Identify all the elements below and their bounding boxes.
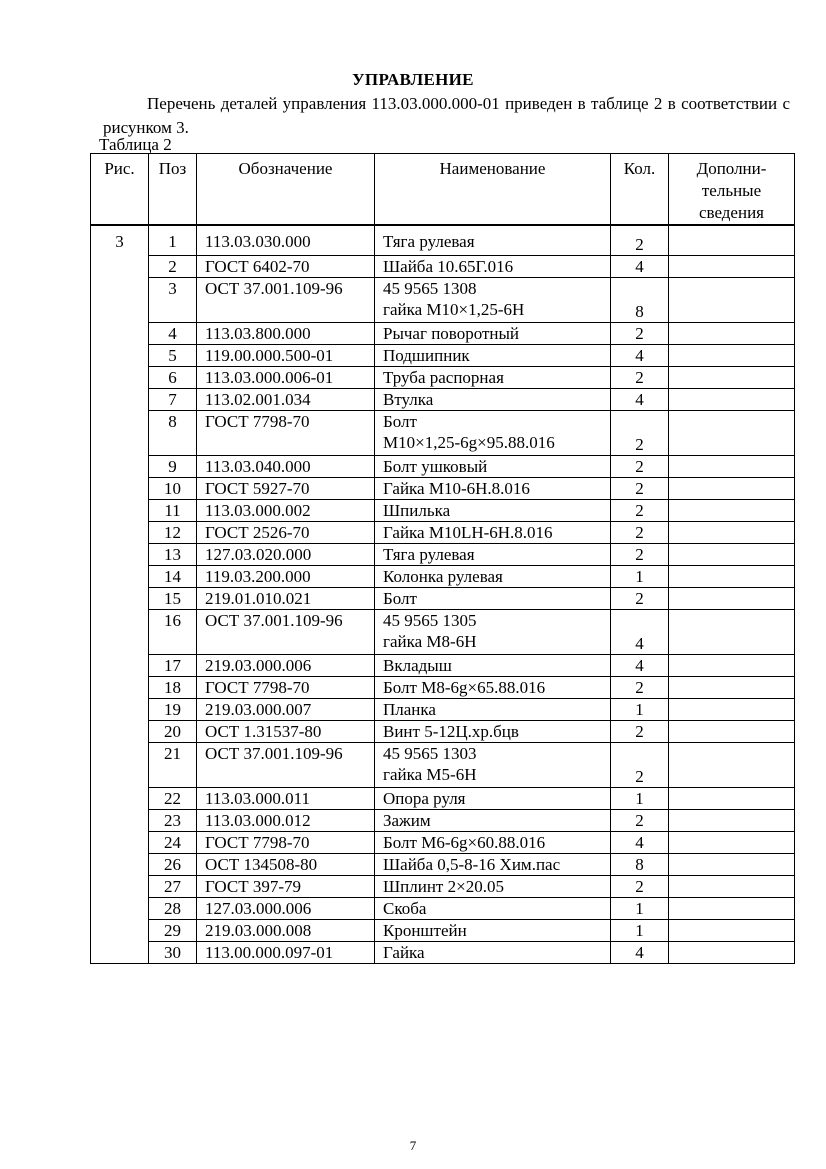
- table-row: [91, 565, 795, 587]
- cell-designation: ОСТ 37.001.109-96: [197, 742, 375, 787]
- cell-extra: [669, 388, 795, 410]
- cell-designation: ГОСТ 397-79: [197, 875, 375, 897]
- cell-pos: 1: [149, 225, 197, 255]
- cell-extra: [669, 941, 795, 963]
- table-row: [91, 587, 795, 609]
- table-row: [91, 809, 795, 831]
- cell-name: [375, 565, 611, 587]
- cell-extra: [669, 322, 795, 344]
- cell-pos: 19: [149, 698, 197, 720]
- cell-extra: [669, 875, 795, 897]
- header-extra: [669, 154, 795, 226]
- cell-name-line1: Шплинт 2×20.05: [383, 876, 504, 896]
- cell-name: [375, 455, 611, 477]
- cell-qty: 2: [611, 543, 669, 565]
- cell-designation: 219.03.000.008: [197, 919, 375, 941]
- cell-qty: 2: [611, 366, 669, 388]
- cell-designation: 113.03.000.006-01: [197, 366, 375, 388]
- cell-qty: 4: [611, 255, 669, 277]
- cell-designation: ОСТ 134508-80: [197, 853, 375, 875]
- cell-designation: ОСТ 37.001.109-96: [197, 277, 375, 322]
- cell-name-line1: Кронштейн: [383, 920, 467, 940]
- cell-qty: 1: [611, 565, 669, 587]
- cell-name-line1: Вкладыш: [383, 655, 452, 675]
- cell-pos: 26: [149, 853, 197, 875]
- cell-designation: ГОСТ 5927-70: [197, 477, 375, 499]
- table-row: [91, 831, 795, 853]
- cell-name: [375, 499, 611, 521]
- cell-extra: [669, 831, 795, 853]
- table-row: [91, 919, 795, 941]
- cell-designation: 219.03.000.006: [197, 654, 375, 676]
- cell-pos: 17: [149, 654, 197, 676]
- page-number: 7: [409, 1138, 417, 1153]
- cell-pos: 28: [149, 897, 197, 919]
- cell-qty: 8: [611, 277, 669, 322]
- cell-name: [375, 875, 611, 897]
- cell-name: [375, 543, 611, 565]
- table-row: [91, 654, 795, 676]
- cell-qty: 2: [611, 410, 669, 455]
- cell-pos: 15: [149, 587, 197, 609]
- cell-designation: 127.03.000.006: [197, 897, 375, 919]
- table-row: [91, 742, 795, 787]
- cell-name-line1: Шайба 0,5-8-16 Хим.пас: [383, 854, 561, 874]
- cell-name: [375, 388, 611, 410]
- cell-extra: [669, 919, 795, 941]
- cell-pos: 30: [149, 941, 197, 963]
- table-caption: Таблица 2: [99, 135, 172, 154]
- cell-pos: 2: [149, 255, 197, 277]
- cell-pos: 27: [149, 875, 197, 897]
- cell-extra: [669, 853, 795, 875]
- cell-qty: 2: [611, 742, 669, 787]
- cell-name: [375, 853, 611, 875]
- cell-extra: [669, 742, 795, 787]
- table-row: [91, 897, 795, 919]
- cell-designation: 113.03.000.011: [197, 787, 375, 809]
- cell-extra: [669, 654, 795, 676]
- table-row: [91, 698, 795, 720]
- cell-designation: ГОСТ 7798-70: [197, 831, 375, 853]
- cell-pos: 22: [149, 787, 197, 809]
- cell-designation: 219.03.000.007: [197, 698, 375, 720]
- cell-name-line1: Гайка: [383, 942, 425, 962]
- cell-pos: 3: [149, 277, 197, 322]
- cell-qty: 8: [611, 853, 669, 875]
- cell-qty: 2: [611, 225, 669, 255]
- cell-name-line1: Винт 5-12Ц.хр.бцв: [383, 721, 519, 741]
- cell-name-line2: гайка М10×1,25-6Н: [383, 299, 525, 319]
- header-name: Наименование: [375, 154, 611, 226]
- cell-name-line1: Шайба 10.65Г.016: [383, 256, 514, 276]
- cell-name: [375, 344, 611, 366]
- cell-name: [375, 587, 611, 609]
- cell-name: [375, 698, 611, 720]
- cell-pos: 12: [149, 521, 197, 543]
- table-row: [91, 875, 795, 897]
- cell-name-line1: Скоба: [383, 898, 427, 918]
- cell-pos: 18: [149, 676, 197, 698]
- cell-name-line1: Тяга рулевая: [383, 232, 475, 251]
- cell-pos: 4: [149, 322, 197, 344]
- table-row: [91, 455, 795, 477]
- cell-qty: 2: [611, 809, 669, 831]
- table-row: [91, 543, 795, 565]
- cell-designation: 113.00.000.097-01: [197, 941, 375, 963]
- cell-name: [375, 720, 611, 742]
- cell-designation: ГОСТ 2526-70: [197, 521, 375, 543]
- cell-name: [375, 831, 611, 853]
- cell-pos: 14: [149, 565, 197, 587]
- header-designation: Обозначение: [197, 154, 375, 226]
- cell-name: [375, 609, 611, 654]
- table-row: [91, 499, 795, 521]
- cell-extra: [669, 698, 795, 720]
- intro-text: Перечень деталей управления 113.03.000.000-01 приведен в таблице 2 в соответствии с рисунком 3.: [103, 94, 790, 137]
- header-extra-line1: Дополни-: [696, 159, 767, 178]
- cell-qty: 2: [611, 499, 669, 521]
- cell-name: [375, 521, 611, 543]
- cell-name-line2: М10×1,25-6g×95.88.016: [383, 432, 555, 452]
- table-row: [91, 322, 795, 344]
- cell-name: [375, 477, 611, 499]
- cell-name-line1: Зажим: [383, 810, 431, 830]
- cell-name-line1: Болт М8-6g×65.88.016: [383, 677, 546, 697]
- cell-designation: 119.03.200.000: [197, 565, 375, 587]
- table-row: [91, 225, 795, 255]
- cell-name: [375, 225, 611, 255]
- cell-name-line1: 45 9565 1303: [383, 743, 477, 763]
- cell-designation: 113.02.001.034: [197, 388, 375, 410]
- cell-designation: 113.03.040.000: [197, 455, 375, 477]
- cell-name-line1: 45 9565 1305: [383, 610, 477, 630]
- cell-name: [375, 654, 611, 676]
- cell-qty: 2: [611, 521, 669, 543]
- table-row: [91, 787, 795, 809]
- cell-pos: 9: [149, 455, 197, 477]
- cell-qty: 4: [611, 388, 669, 410]
- cell-designation: ОСТ 1.31537-80: [197, 720, 375, 742]
- table-row: [91, 477, 795, 499]
- table-row: [91, 609, 795, 654]
- table-row: [91, 521, 795, 543]
- cell-designation: ГОСТ 7798-70: [197, 410, 375, 455]
- cell-pos: 16: [149, 609, 197, 654]
- cell-qty: 1: [611, 698, 669, 720]
- cell-name-line1: Труба распорная: [383, 367, 504, 387]
- cell-qty: 2: [611, 676, 669, 698]
- cell-extra: [669, 521, 795, 543]
- cell-designation: 113.03.000.012: [197, 809, 375, 831]
- cell-name: [375, 322, 611, 344]
- cell-name-line1: Шпилька: [383, 500, 451, 520]
- cell-extra: [669, 366, 795, 388]
- cell-qty: 2: [611, 720, 669, 742]
- cell-qty: 2: [611, 455, 669, 477]
- cell-qty: 2: [611, 587, 669, 609]
- cell-name-line1: Болт: [383, 588, 417, 608]
- table-row: [91, 720, 795, 742]
- cell-pos: 10: [149, 477, 197, 499]
- cell-qty: 4: [611, 609, 669, 654]
- cell-name-line1: Рычаг поворотный: [383, 323, 520, 343]
- cell-qty: 1: [611, 919, 669, 941]
- cell-extra: [669, 255, 795, 277]
- cell-extra: [669, 720, 795, 742]
- cell-name-line1: Колонка рулевая: [383, 566, 503, 586]
- cell-extra: [669, 809, 795, 831]
- figure-number-cell: 3: [91, 225, 149, 963]
- cell-designation: 119.00.000.500-01: [197, 344, 375, 366]
- cell-qty: 4: [611, 831, 669, 853]
- cell-name: [375, 410, 611, 455]
- cell-extra: [669, 455, 795, 477]
- cell-name: [375, 676, 611, 698]
- cell-name: [375, 941, 611, 963]
- cell-pos: 29: [149, 919, 197, 941]
- header-extra-line2: тельные: [701, 181, 762, 200]
- cell-name-line1: Болт: [383, 411, 417, 431]
- cell-name-line1: Гайка М10-6Н.8.016: [383, 478, 530, 498]
- cell-qty: 4: [611, 654, 669, 676]
- cell-designation: ГОСТ 7798-70: [197, 676, 375, 698]
- cell-extra: [669, 499, 795, 521]
- cell-extra: [669, 609, 795, 654]
- table-row: [91, 410, 795, 455]
- table-row: [91, 853, 795, 875]
- cell-pos: 7: [149, 388, 197, 410]
- cell-pos: 11: [149, 499, 197, 521]
- cell-name: [375, 809, 611, 831]
- cell-qty: 2: [611, 875, 669, 897]
- table-row: [91, 255, 795, 277]
- intro-paragraph: [103, 92, 790, 140]
- cell-pos: 13: [149, 543, 197, 565]
- cell-designation: 113.03.030.000: [197, 225, 375, 255]
- section-title: УПРАВЛЕНИЕ: [352, 70, 474, 89]
- cell-pos: 6: [149, 366, 197, 388]
- cell-pos: 24: [149, 831, 197, 853]
- cell-name-line1: Болт ушковый: [383, 456, 488, 476]
- header-qty: Кол.: [611, 154, 669, 226]
- cell-extra: [669, 676, 795, 698]
- cell-extra: [669, 543, 795, 565]
- cell-extra: [669, 225, 795, 255]
- cell-pos: 20: [149, 720, 197, 742]
- cell-extra: [669, 897, 795, 919]
- cell-name-line1: Гайка М10LН-6Н.8.016: [383, 522, 553, 542]
- cell-qty: 2: [611, 322, 669, 344]
- table-row: [91, 344, 795, 366]
- cell-name-line1: Планка: [383, 699, 436, 719]
- cell-name-line2: гайка М8-6Н: [383, 631, 477, 651]
- cell-designation: 127.03.020.000: [197, 543, 375, 565]
- header-pos: Поз: [149, 154, 197, 226]
- cell-name: [375, 366, 611, 388]
- cell-name-line1: Подшипник: [383, 345, 470, 365]
- cell-name: [375, 742, 611, 787]
- cell-name-line1: Втулка: [383, 389, 434, 409]
- cell-qty: 2: [611, 477, 669, 499]
- cell-name-line1: Тяга рулевая: [383, 544, 475, 564]
- cell-designation: ОСТ 37.001.109-96: [197, 609, 375, 654]
- cell-name: [375, 897, 611, 919]
- cell-name-line1: Болт М6-6g×60.88.016: [383, 832, 546, 852]
- cell-qty: 1: [611, 897, 669, 919]
- table-row: [91, 941, 795, 963]
- table-row: [91, 366, 795, 388]
- cell-name: [375, 919, 611, 941]
- cell-name-line2: гайка М5-6Н: [383, 764, 477, 784]
- cell-name: [375, 787, 611, 809]
- cell-extra: [669, 787, 795, 809]
- cell-pos: 8: [149, 410, 197, 455]
- cell-extra: [669, 477, 795, 499]
- cell-designation: 113.03.000.002: [197, 499, 375, 521]
- cell-name: [375, 277, 611, 322]
- cell-name-line1: Опора руля: [383, 788, 466, 808]
- header-extra-line3: сведения: [698, 203, 764, 222]
- cell-qty: 1: [611, 787, 669, 809]
- cell-pos: 5: [149, 344, 197, 366]
- cell-name: [375, 255, 611, 277]
- table-header-row: [91, 154, 795, 226]
- cell-name-line1: 45 9565 1308: [383, 278, 477, 298]
- cell-extra: [669, 410, 795, 455]
- cell-extra: [669, 277, 795, 322]
- cell-qty: 4: [611, 344, 669, 366]
- cell-designation: ГОСТ 6402-70: [197, 255, 375, 277]
- cell-qty: 4: [611, 941, 669, 963]
- cell-designation: 219.01.010.021: [197, 587, 375, 609]
- parts-table: [90, 153, 795, 964]
- cell-extra: [669, 565, 795, 587]
- cell-pos: 21: [149, 742, 197, 787]
- cell-extra: [669, 587, 795, 609]
- table-row: [91, 676, 795, 698]
- cell-extra: [669, 344, 795, 366]
- cell-designation: 113.03.800.000: [197, 322, 375, 344]
- table-row: [91, 388, 795, 410]
- table-row: [91, 277, 795, 322]
- header-ris: Рис.: [91, 154, 149, 226]
- cell-pos: 23: [149, 809, 197, 831]
